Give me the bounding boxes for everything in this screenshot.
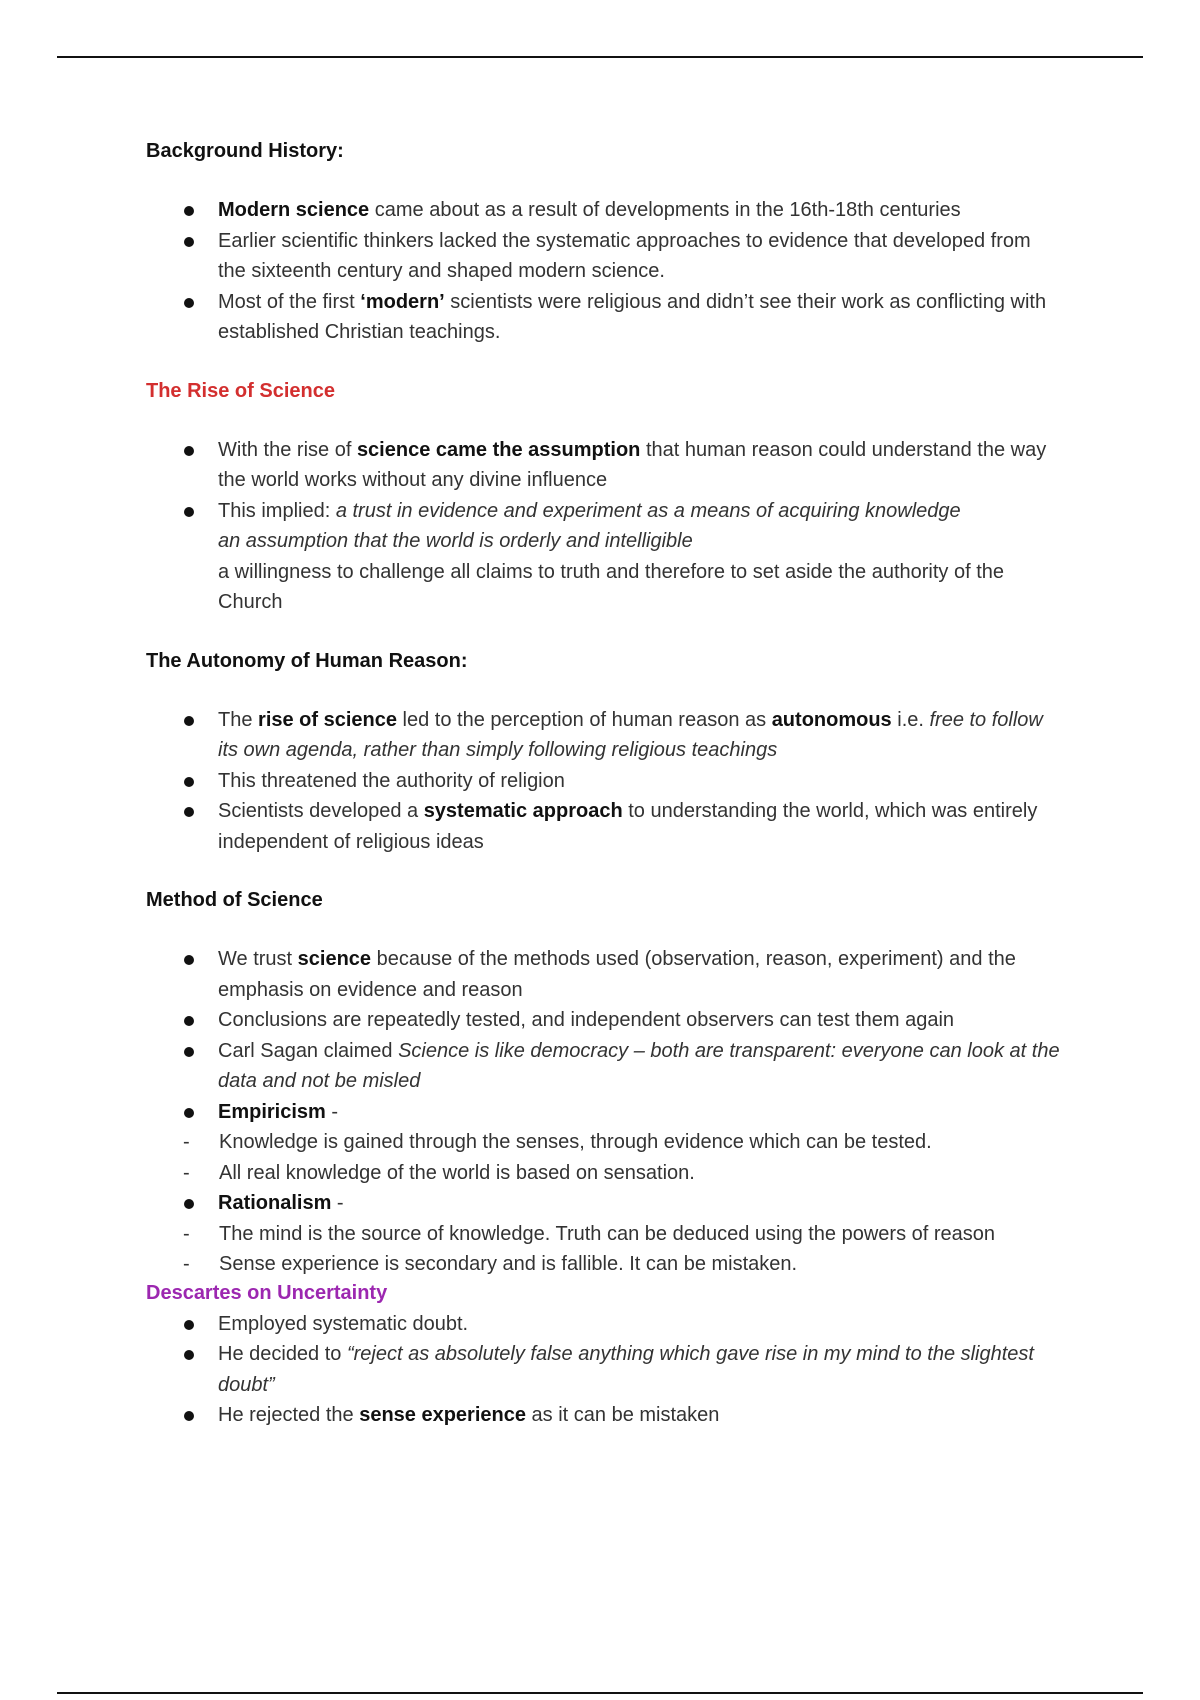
bullet-icon xyxy=(184,1016,194,1026)
bullet-icon xyxy=(184,1320,194,1330)
list-item: He rejected the sense experience as it can be mistaken xyxy=(146,1400,1061,1431)
list-item: We trust science because of the methods used (observation, reason, experiment) and the emphasis on evidence and reason xyxy=(146,944,1061,1005)
bullet-icon xyxy=(184,1350,194,1360)
sub-list-item: - All real knowledge of the world is based on sensation. xyxy=(183,1161,695,1184)
bullet-icon xyxy=(184,777,194,787)
list-descartes xyxy=(146,1309,1061,1431)
bullet-icon xyxy=(184,1199,194,1209)
list-background xyxy=(146,195,1061,348)
sub-list-item: - The mind is the source of knowledge. Truth can be deduced using the powers of reason xyxy=(183,1222,996,1245)
list-item: Employed systematic doubt. xyxy=(146,1309,1061,1340)
bullet-icon xyxy=(184,507,194,517)
list-item: Conclusions are repeatedly tested, and independent observers can test them again xyxy=(146,1005,1061,1036)
list-method xyxy=(146,944,1061,1280)
bullet-icon xyxy=(184,1047,194,1057)
list-item: With the rise of science came the assumption that human reason could understand the way the world works without any divine influence xyxy=(146,435,1061,496)
sub-list-item: - Sense experience is secondary and is fallible. It can be mistaken. xyxy=(183,1253,798,1275)
heading-method-of-science: Method of Science xyxy=(146,889,323,911)
bullet-icon xyxy=(184,716,194,726)
heading-rise-of-science: The Rise of Science xyxy=(146,379,335,402)
bullet-icon xyxy=(184,206,194,216)
bullet-icon xyxy=(184,298,194,308)
top-rule xyxy=(57,56,1143,58)
list-rise xyxy=(146,435,1061,618)
list-item: Rationalism - - The mind is the source of knowledge. Truth can be deduced using the powers of reason - Sense experience is secondary and is fallible. It can be mistaken. xyxy=(146,1188,1061,1280)
bullet-icon xyxy=(184,446,194,456)
heading-descartes: Descartes on Uncertainty xyxy=(146,1281,388,1304)
list-item: This implied: a trust in evidence and experiment as a means of acquiring knowledge an assumption that the world is orderly and intelligible a willingness to challenge all claims to truth and therefore to set aside the authority of the Church xyxy=(146,496,1061,618)
bottom-rule xyxy=(57,1692,1143,1694)
document-body xyxy=(146,140,1061,1431)
list-item: Scientists developed a systematic approach to understanding the world, which was entirely independent of religious ideas xyxy=(146,796,1061,857)
sublist-rationalism xyxy=(146,1219,1061,1280)
bullet-icon xyxy=(184,1108,194,1118)
bullet-icon xyxy=(184,955,194,965)
list-item: Carl Sagan claimed Science is like democracy – both are transparent: everyone can look at the data and not be misled xyxy=(146,1036,1061,1097)
sub-list-item: - Knowledge is gained through the senses, through evidence which can be tested. xyxy=(183,1131,932,1153)
list-item: Modern science came about as a result of developments in the 16th-18th centuries xyxy=(146,195,1061,226)
list-item: This threatened the authority of religion xyxy=(146,766,1061,797)
bullet-icon xyxy=(184,237,194,247)
list-item: The rise of science led to the perception of human reason as autonomous i.e. free to follow its own agenda, rather than simply following religious teachings xyxy=(146,705,1061,766)
list-autonomy xyxy=(146,705,1061,858)
bullet-icon xyxy=(184,807,194,817)
list-item: Empiricism - - Knowledge is gained through the senses, through evidence which can be tested. - All real knowledge of the world is based on sensation. xyxy=(146,1097,1061,1189)
list-item: Earlier scientific thinkers lacked the systematic approaches to evidence that developed from the sixteenth century and shaped modern science. xyxy=(146,226,1061,287)
heading-background-history: Background History: xyxy=(146,140,344,162)
list-item: He decided to “reject as absolutely false anything which gave rise in my mind to the slightest doubt” xyxy=(146,1339,1061,1400)
sublist-empiricism xyxy=(146,1127,1061,1188)
list-item: Most of the first ‘modern’ scientists were religious and didn’t see their work as conflicting with established Christian teachings. xyxy=(146,287,1061,348)
bullet-icon xyxy=(184,1411,194,1421)
heading-autonomy-of-reason: The Autonomy of Human Reason: xyxy=(146,649,468,672)
